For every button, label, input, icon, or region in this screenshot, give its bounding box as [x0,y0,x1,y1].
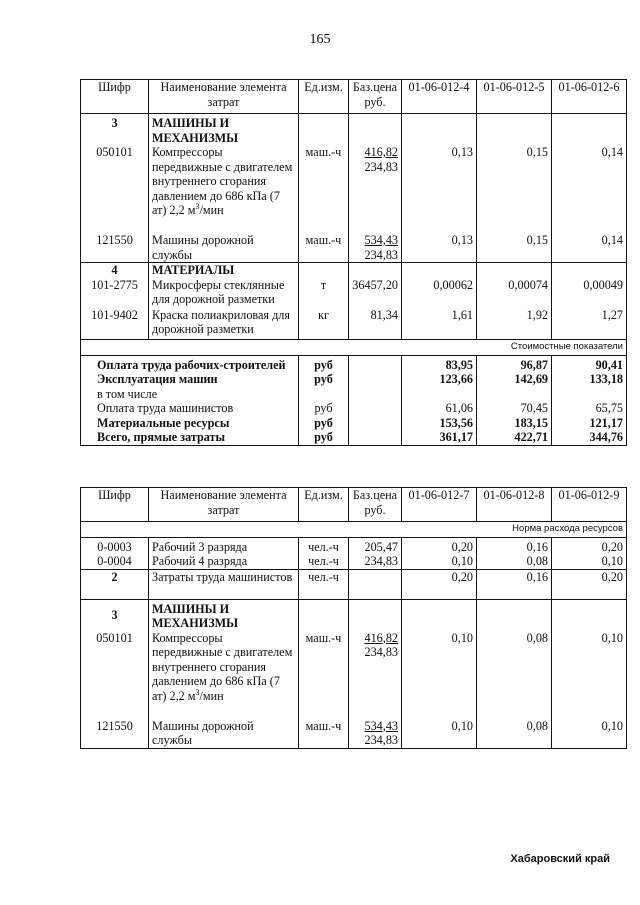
resource-table-2 [80,487,627,749]
table-row [81,308,627,340]
row-value: 0,10 [402,554,477,569]
row-value: 0,10 [402,631,477,719]
row-value: 1,61 [402,308,477,340]
row-value: 0,15 [477,233,552,263]
cost-unit: руб [299,430,349,445]
row-price: 234,83 [349,554,402,569]
table-row [81,569,627,599]
row-name: Микросферы стеклянные для дорожной разметки [149,278,299,308]
row-unit: маш.-ч [299,631,349,719]
header-name: Наименование элемента затрат [149,80,299,114]
header-unit: Ед.изм. [299,488,349,522]
cost-value: 153,56 [402,416,477,431]
header-col-2: 01-06-012-5 [477,80,552,114]
row-value: 0,16 [477,569,552,599]
row-value: 0,10 [552,554,627,569]
row-price: 205,47 [349,537,402,554]
row-value: 0,20 [402,537,477,554]
row-code: 2 [81,569,149,599]
row-value: 0,10 [552,719,627,749]
cost-unit: руб [299,355,349,372]
table-row [81,145,627,233]
section-name: МАТЕРИАЛЫ [149,263,299,278]
table-row [81,719,627,749]
row-value: 0,00074 [477,278,552,308]
row-value: 0,08 [477,631,552,719]
resource-table-1 [80,79,627,446]
row-value: 0,08 [477,719,552,749]
row-value: 0,15 [477,145,552,233]
header-price: Баз.цена руб. [349,80,402,114]
row-name: Рабочий 3 разряда [149,537,299,554]
row-name: Компрессоры передвижные с двигателем внутреннего сгорания давлением до 686 кПа (7 ат) 2,2 $м^3$/мин [149,145,299,233]
resource-norm-note: Норма расхода ресурсов [81,522,627,538]
page-number: 165 [309,32,331,47]
row-value: 0,20 [552,569,627,599]
row-value: 0,10 [552,631,627,719]
cost-value: 422,71 [477,430,552,445]
table-row [81,554,627,569]
cost-value: 61,06 [402,401,477,416]
row-unit: маш.-ч [299,719,349,749]
row-code: 101-9402 [91,307,138,322]
row-price: 36457,20 [349,278,402,308]
row-code: 101-2775 [91,277,138,292]
row-value: 1,27 [552,308,627,340]
row-code: 0-0003 [97,539,132,554]
header-col-1: 01-06-012-4 [402,80,477,114]
row-unit: кг [299,308,349,340]
header-col-3: 01-06-012-6 [552,80,627,114]
region-footer: Хабаровский край [510,853,610,865]
cost-name: в том числе [97,386,158,401]
cost-value: 361,17 [402,430,477,445]
cost-value: 123,66 [402,372,477,387]
row-price: 416,82 234,83 [349,631,402,719]
row-value: 0,00049 [552,278,627,308]
row-value: 0,00062 [402,278,477,308]
header-code: Шифр [81,80,149,114]
row-value: 0,14 [552,233,627,263]
section-row [81,263,627,278]
cost-value: 83,95 [402,355,477,372]
section-name: МАШИНЫ И МЕХАНИЗМЫ [149,599,299,631]
row-code: 121550 [96,718,133,733]
header-code: Шифр [81,488,149,522]
row-price: 534,43 234,83 [349,719,402,749]
cost-value: 121,17 [552,416,627,431]
cost-unit: руб [299,401,349,416]
row-value: 0,13 [402,233,477,263]
header-col-1: 01-06-012-7 [402,488,477,522]
resource-norm-note-row [81,522,627,538]
row-unit: т [299,278,349,308]
cost-value: 142,69 [477,372,552,387]
row-name: Краска полиакриловая для дорожной разметки [149,308,299,340]
section-code: 4 [81,263,149,278]
section-code: 3 [81,599,149,631]
row-unit: маш.-ч [299,233,349,263]
row-price: 416,82 234,83 [349,145,402,233]
table-row [81,278,627,308]
row-name: Рабочий 4 разряда [149,554,299,569]
row-code: 050101 [96,630,133,645]
row-code: 050101 [96,145,133,159]
cost-name: Оплата труда машинистов [97,401,234,415]
header-price: Баз.цена руб. [349,488,402,522]
cost-value: 90,41 [552,355,627,372]
cost-value: 133,18 [552,372,627,387]
table-row [81,233,627,263]
row-name: Затраты труда машинистов [149,569,299,599]
cost-unit: руб [299,416,349,431]
cost-row [81,416,627,431]
cost-row [81,401,627,416]
row-unit: маш.-ч [299,145,349,233]
header-name: Наименование элемента затрат [149,488,299,522]
row-name: Компрессоры передвижные с двигателем внутреннего сгорания давлением до 686 кПа (7 ат) 2,2 $м^3$/мин [149,631,299,719]
cost-name: Материальные ресурсы [97,415,230,430]
cost-name: Оплата труда рабочих-строителей [97,357,286,372]
table-header [81,488,627,522]
row-value: 0,16 [477,537,552,554]
header-col-2: 01-06-012-8 [477,488,552,522]
table-row [81,631,627,719]
cost-value: 344,76 [552,430,627,445]
cost-name: Эксплуатация машин [97,372,218,386]
table-header [81,80,627,114]
row-code: 0-0004 [97,554,132,568]
cost-row [81,430,627,445]
row-value: 0,20 [402,569,477,599]
table-row [81,537,627,554]
section-row [81,114,627,146]
section-row [81,599,627,631]
cost-row [81,355,627,372]
row-unit: чел.-ч [299,554,349,569]
row-unit: чел.-ч [299,537,349,554]
cost-row [81,387,627,402]
cost-row [81,372,627,387]
cost-value: 65,75 [552,401,627,416]
row-code: 121550 [96,233,133,247]
header-unit: Ед.изм. [299,80,349,114]
cost-value: 96,87 [477,355,552,372]
cost-value: 183,15 [477,416,552,431]
cost-unit: руб [299,372,349,387]
cost-name: Всего, прямые затраты [97,430,226,444]
row-value: 0,13 [402,145,477,233]
section-code: 3 [111,116,118,130]
header-col-3: 01-06-012-9 [552,488,627,522]
cost-value: 70,45 [477,401,552,416]
cost-indicators-note-row [81,340,627,356]
row-price: 534,43 234,83 [349,233,402,263]
row-value: 0,10 [402,719,477,749]
row-price: 81,34 [349,308,402,340]
row-unit: чел.-ч [299,569,349,599]
cost-indicators-note: Стоимостные показатели [81,340,627,356]
row-name: Машины дорожной службы [149,719,299,749]
row-value: 0,14 [552,145,627,233]
row-value: 0,20 [552,537,627,554]
row-name: Машины дорожной службы [149,233,299,263]
row-value: 1,92 [477,308,552,340]
row-value: 0,08 [477,554,552,569]
section-name: МАШИНЫ И МЕХАНИЗМЫ [149,114,299,146]
